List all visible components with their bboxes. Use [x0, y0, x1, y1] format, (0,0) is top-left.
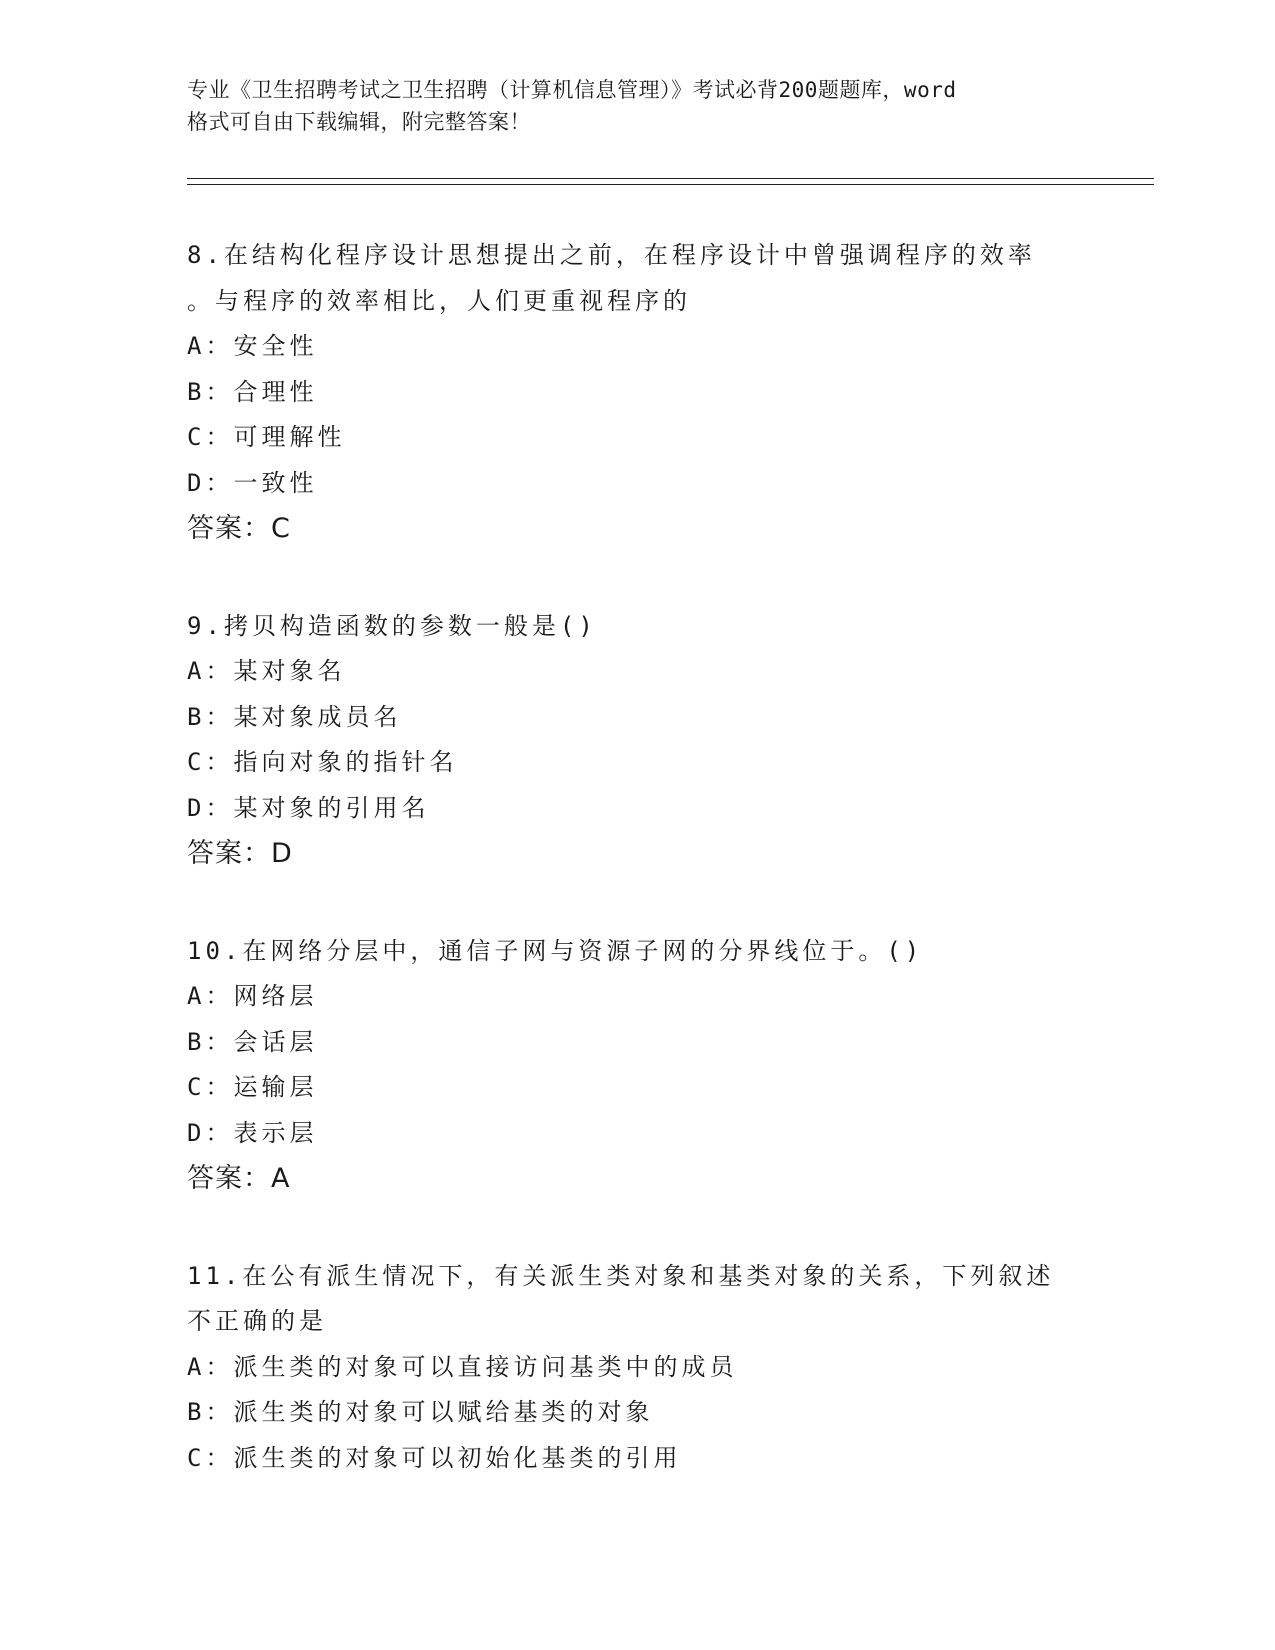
option-b: B：派生类的对象可以赋给基类的对象: [187, 1398, 654, 1426]
question-text-line-1: 11.在公有派生情况下，有关派生类对象和基类对象的关系，下列叙述: [187, 1261, 1055, 1290]
option-b: B：合理性: [187, 377, 318, 406]
option-d: D：一致性: [187, 468, 318, 497]
answer: 答案：A: [187, 1163, 291, 1194]
option-a: A：派生类的对象可以直接访问基类中的成员: [187, 1352, 738, 1381]
option-c: C：派生类的对象可以初始化基类的引用: [187, 1443, 682, 1472]
option-c: C：指向对象的指针名: [187, 748, 458, 776]
question-text-line-1: 9.拷贝构造函数的参数一般是(): [187, 611, 597, 640]
header-line-2: 格式可自由下载编辑，附完整答案！: [187, 110, 531, 134]
option-b: B：会话层: [187, 1027, 318, 1056]
option-a: A：安全性: [187, 332, 318, 360]
option-b: B：某对象成员名: [187, 702, 402, 731]
header-line-1: 专业《卫生招聘考试之卫生招聘（计算机信息管理）》考试必背200题题库，word: [187, 78, 957, 102]
option-c: C：运输层: [187, 1073, 318, 1101]
question-9: [187, 604, 1087, 877]
option-d: D：某对象的引用名: [187, 793, 430, 822]
question-text-line-2: 。与程序的效率相比，人们更重视程序的: [187, 286, 691, 315]
question-11: [187, 1254, 1087, 1482]
question-text-line-2: 不正确的是: [187, 1307, 327, 1335]
option-a: A：网络层: [187, 982, 318, 1010]
option-c: C：可理解性: [187, 423, 346, 451]
document-header: [187, 74, 1087, 138]
question-text-line-1: 8.在结构化程序设计思想提出之前，在程序设计中曾强调程序的效率: [187, 241, 1036, 269]
question-10: [187, 929, 1087, 1202]
question-text-line-1: 10.在网络分层中，通信子网与资源子网的分界线位于。(): [187, 936, 924, 965]
option-a: A：某对象名: [187, 657, 346, 685]
header-divider: [187, 178, 1154, 185]
option-d: D：表示层: [187, 1118, 318, 1147]
question-list: [187, 233, 1087, 1533]
answer: 答案：C: [187, 513, 291, 544]
question-8: [187, 233, 1087, 552]
answer: 答案：D: [187, 838, 293, 869]
